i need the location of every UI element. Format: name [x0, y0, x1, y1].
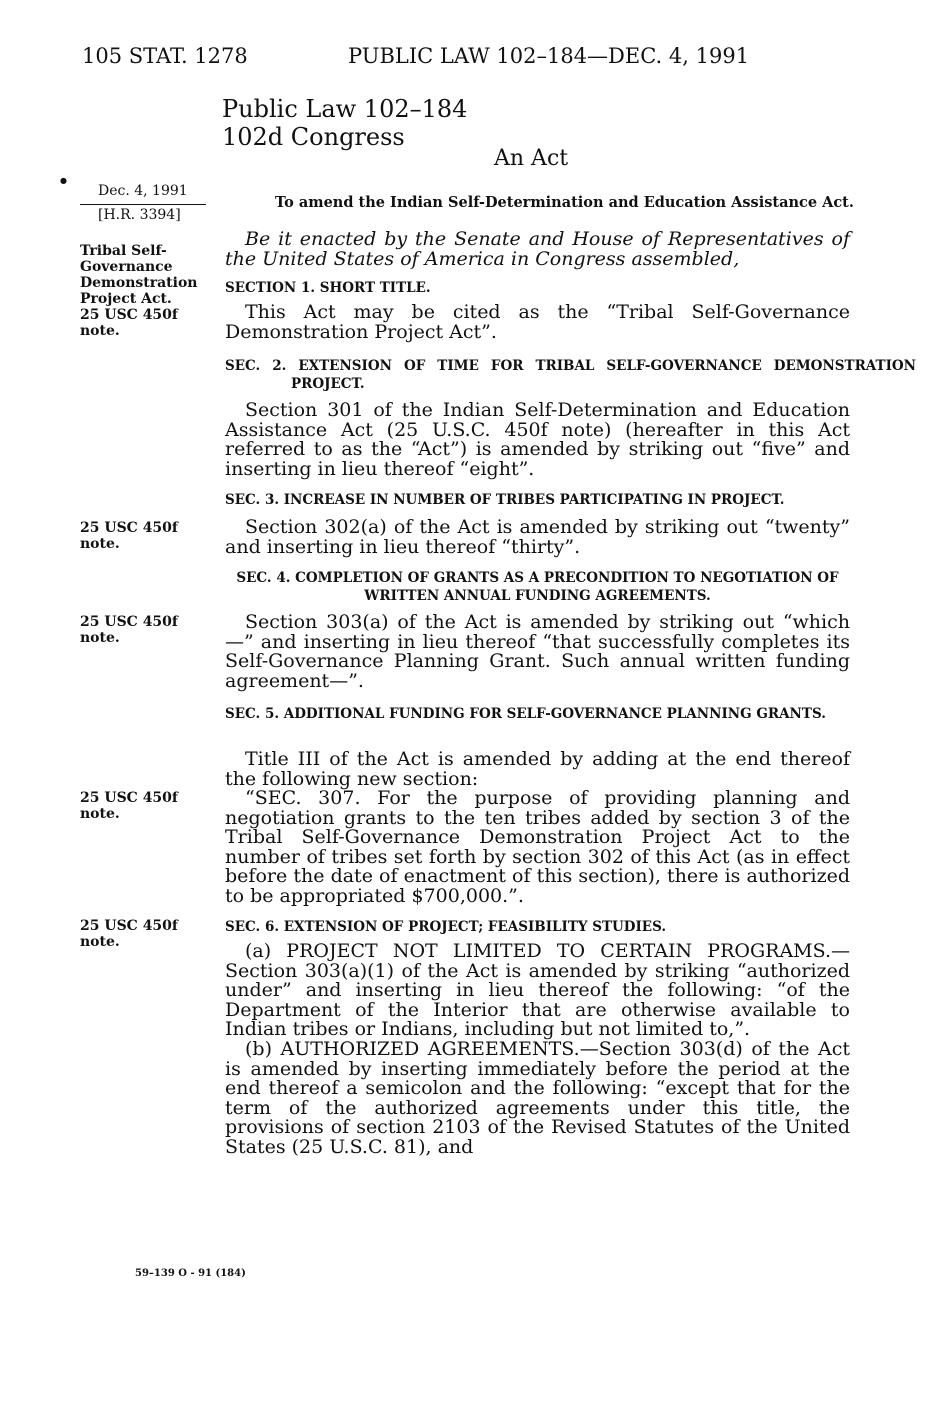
margin-note-sec4: 25 USC 450f note.: [80, 614, 178, 646]
margin-note-short-title: Tribal Self-Governance Demonstration Project Act. 25 USC 450f note.: [80, 243, 198, 339]
stat-page-number: 105 STAT. 1278: [82, 44, 248, 68]
margin-bill-number: [H.R. 3394]: [98, 207, 181, 223]
margin-rule: [80, 204, 206, 205]
act-purpose: To amend the Indian Self-Determination and Education Assistance Act.: [275, 194, 854, 211]
section-5-heading: SEC. 5. ADDITIONAL FUNDING FOR SELF-GOVERNANCE PLANNING GRANTS.: [225, 706, 826, 722]
print-code-footer: 59–139 O - 91 (184): [135, 1268, 246, 1279]
section-2-heading: SEC. 2. EXTENSION OF TIME FOR TRIBAL SELF-GOVERNANCE DEMONSTRATION PROJECT.: [225, 358, 916, 392]
section-6-subsection-b: (b) AUTHORIZED AGREEMENTS.—Section 303(d) of the Act is amended by inserting immediately before the period at the end thereof a semicolon and the following: “except that for the term of the authorized agreements under this title, the provisions of section 2103 of the Revised Statutes of the United States (25 U.S.C. 81), and: [225, 1038, 850, 1158]
section-6-subsection-a: (a) PROJECT NOT LIMITED TO CERTAIN PROGRAMS.—Section 303(a)(1) of the Act is amended by striking “authorized under” and inserting in lieu thereof the following: “of the Department of the Interior that are otherwise available to Indian tribes or Indians, including but not limited to,”.: [225, 940, 850, 1040]
section-3-text: Section 302(a) of the Act is amended by striking out “twenty” and inserting in lieu thereof “thirty”.: [225, 516, 850, 558]
bullet-mark: ●: [60, 176, 67, 185]
section-6-heading: SEC. 6. EXTENSION OF PROJECT; FEASIBILITY STUDIES.: [225, 919, 667, 935]
margin-date: Dec. 4, 1991: [98, 183, 188, 199]
section-5-text-1: Title III of the Act is amended by adding at the end thereof the following new section:: [225, 748, 850, 790]
section-1-heading: SECTION 1. SHORT TITLE.: [225, 280, 431, 296]
an-act-heading: An Act: [494, 146, 569, 171]
section-2-text: Section 301 of the Indian Self-Determination and Education Assistance Act (25 U.S.C. 450f note) (hereafter in this Act referred to as the “Act”) is amended by striking out “five” and inserting in lieu thereof “eight”.: [225, 399, 850, 480]
congress-label: 102d Congress: [222, 123, 405, 151]
section-3-heading: SEC. 3. INCREASE IN NUMBER OF TRIBES PARTICIPATING IN PROJECT.: [225, 492, 785, 508]
section-1-text: This Act may be cited as the “Tribal Self-Governance Demonstration Project Act”.: [225, 301, 850, 343]
section-4-heading: SEC. 4. COMPLETION OF GRANTS AS A PRECONDITION TO NEGOTIATION OF WRITTEN ANNUAL FUNDING AGREEMENTS.: [236, 570, 839, 604]
section-4-text: Section 303(a) of the Act is amended by striking out “which—” and inserting in lieu thereof “that successfully completes its Self-Governance Planning Grant. Such annual written funding agreement—”.: [225, 611, 850, 692]
public-law-title: Public Law 102–184: [222, 95, 468, 123]
margin-note-sec3: 25 USC 450f note.: [80, 520, 178, 552]
section-5-text-2: “SEC. 307. For the purpose of providing planning and negotiation grants to the ten tribes added by section 3 of the Tribal Self-Governance Demonstration Project Act to the number of tribes set forth by section 302 of this Act (as in effect before the date of enactment of this section), there is authorized to be appropriated $700,000.”.: [225, 787, 850, 907]
enacting-clause: Be it enacted by the Senate and House of Representatives of the United States of America in Congress assembled,: [225, 228, 850, 270]
running-header: PUBLIC LAW 102–184—DEC. 4, 1991: [348, 44, 750, 68]
margin-note-sec5: 25 USC 450f note.: [80, 790, 178, 822]
margin-note-sec6: 25 USC 450f note.: [80, 918, 178, 950]
